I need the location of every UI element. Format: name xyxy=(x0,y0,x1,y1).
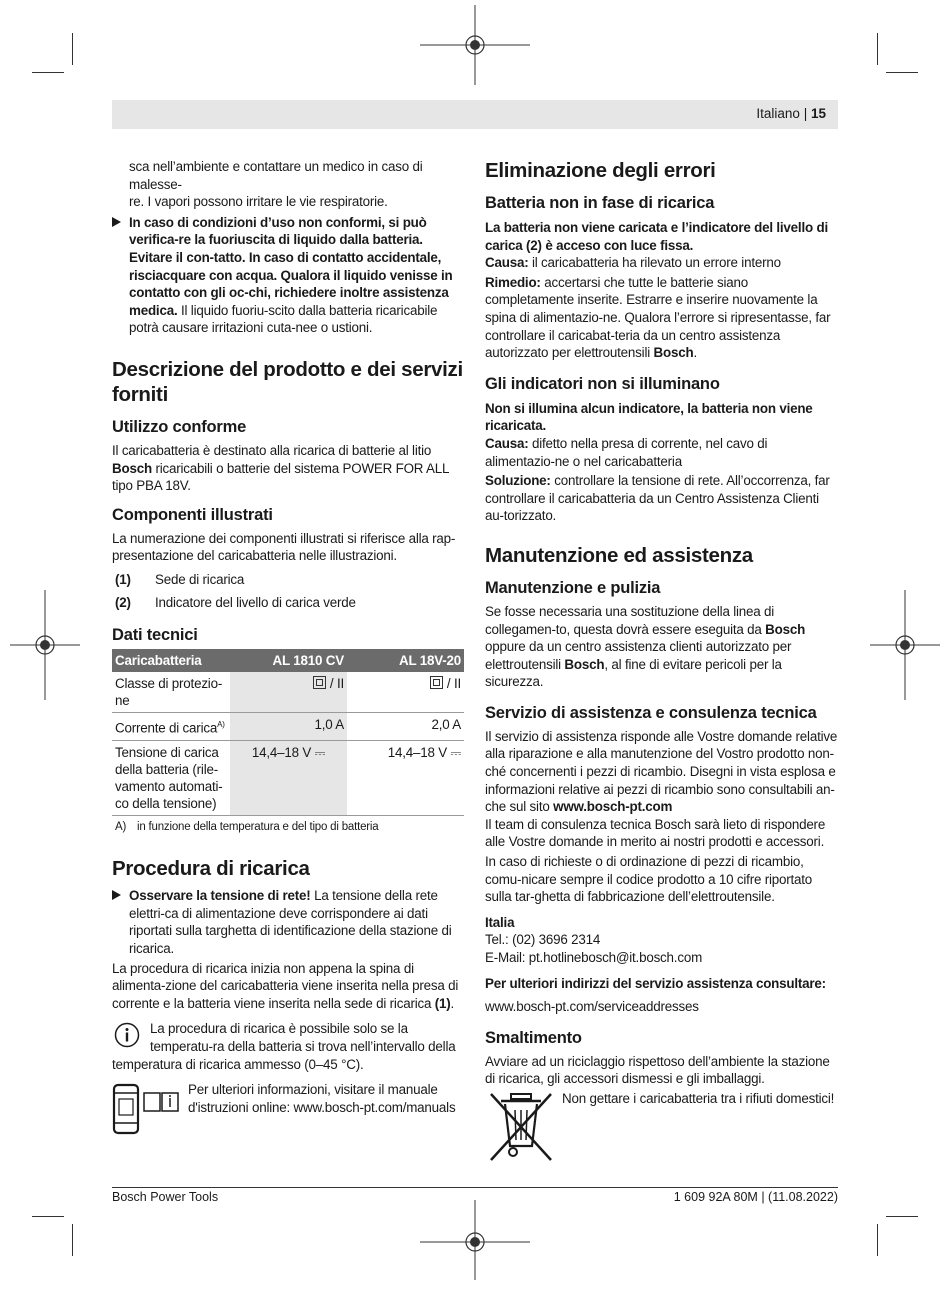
table-cell: / II xyxy=(230,672,347,713)
info-note xyxy=(112,1020,464,1073)
list-item xyxy=(112,594,464,612)
manual-phone-icon xyxy=(112,1081,182,1137)
section-title-maintenance: Manutenzione ed assistenza xyxy=(485,543,753,567)
table-cell: 14,4–18 V ⎓ xyxy=(230,740,347,815)
right-column xyxy=(485,158,838,1166)
component-number: (1) xyxy=(115,571,131,587)
table-cell: 14,4–18 V ⎓ xyxy=(347,740,464,815)
telephone: Tel.: (02) 3696 2314 xyxy=(485,932,601,948)
section-title-description: Descrizione del prodotto e dei servizi forniti xyxy=(112,357,463,406)
table-cell: 2,0 A xyxy=(347,713,464,740)
subsection-title-cleaning: Manutenzione e pulizia xyxy=(485,578,661,597)
not-charging-cause: Causa: il caricabatteria ha rilevato un errore interno xyxy=(485,255,781,271)
left-column xyxy=(112,158,464,1137)
table-row xyxy=(112,672,464,713)
more-addresses-link[interactable]: www.bosch-pt.com/serviceaddresses xyxy=(485,999,699,1015)
intro-line: re. I vapori possono irritare le vie respiratorie. xyxy=(129,194,388,210)
section-title-errors: Eliminazione degli errori xyxy=(485,159,716,182)
page-header xyxy=(112,100,838,129)
voltage-text: La tensione della rete elettri-ca di alimentazione deve corrispondere ai dati riportati sulla targhetta di identificazione della stazione di ricarica. xyxy=(129,888,452,956)
table-header: Caricabatteria xyxy=(112,649,230,672)
registration-mark-icon xyxy=(870,590,940,700)
component-label: Sede di ricarica xyxy=(155,571,245,587)
charging-text: La procedura di ricarica inizia non appena la spina di alimenta-zione del caricabatteria viene inserita nella presa di corrente e la batteria viene inserita nella sede di ricarica (1). xyxy=(112,960,459,1011)
table-header-row xyxy=(112,649,464,672)
crop-mark xyxy=(72,33,73,65)
no-led-solution: Soluzione: controllare la tensione di rete. All’occorrenza, far controllare il caricabatteria da un Centro Assistenza Clienti au-torizzato. xyxy=(485,473,830,524)
disposal-text: Avviare ad un riciclaggio rispettoso dell’ambiente la stazione di ricarica, gli accessori dismessi e gli imballaggi. xyxy=(485,1053,830,1087)
voltage-bold: Osservare la tensione di rete! xyxy=(129,888,311,904)
crop-mark xyxy=(72,1224,73,1256)
subsection-title-service: Servizio di assistenza e consulenza tecnica xyxy=(485,703,817,722)
registration-mark-icon xyxy=(10,590,80,700)
subsection-title-not-charging: Batteria non in fase di ricarica xyxy=(485,194,715,212)
intro-line: sca nell’ambiente e contattare un medico in caso di malesse- xyxy=(129,159,423,192)
info-text: La procedura di ricarica è possibile solo se la temperatu-ra della batteria si trova nell’intervallo della temperatura di ricarica ammesso (0–45 °C). xyxy=(112,1021,456,1072)
dc-symbol-icon: ⎓ xyxy=(314,744,326,760)
service-team-text: Il team di consulenza tecnica Bosch sarà lieto di rispondere alle Vostre domande in merito ai nostri prodotti e accessori. xyxy=(485,816,826,850)
registration-mark-icon xyxy=(420,5,530,85)
no-led-symptom: Non si illumina alcun indicatore, la batteria non viene ricaricata. xyxy=(485,400,813,434)
no-led-cause: Causa: difetto nella presa di corrente, nel cavo di alimentazio-ne o nel caricabatteria xyxy=(485,435,768,469)
table-header: AL 18V-20 xyxy=(347,649,464,672)
components-list xyxy=(112,571,464,611)
dc-symbol-icon: ⎓ xyxy=(450,744,461,760)
subsection-title-no-led: Gli indicatori non si illuminano xyxy=(485,374,720,393)
service-link[interactable]: www.bosch-pt.com xyxy=(553,799,673,815)
header-language: Italiano xyxy=(756,106,800,121)
table-cell: Corrente di carica$^{A)}$ xyxy=(112,713,230,740)
protection-class-icon xyxy=(430,676,443,689)
weee-text: Non gettare i caricabatteria tra i rifiuti domestici! xyxy=(562,1090,835,1106)
subsection-title-components: Componenti illustrati xyxy=(112,505,273,524)
email[interactable]: E-Mail: pt.hotlinebosch@it.bosch.com xyxy=(485,950,703,965)
component-number: (2) xyxy=(115,594,131,610)
info-icon xyxy=(114,1022,140,1048)
footer-publisher: Bosch Power Tools xyxy=(112,1190,219,1204)
weee-row xyxy=(485,1090,838,1166)
more-addresses-label: Per ulteriori indirizzi del servizio assistenza consultare: xyxy=(485,975,826,991)
subsection-title-tech: Dati tecnici xyxy=(112,626,198,645)
registration-mark-icon xyxy=(420,1200,530,1280)
section-title-charging: Procedura di ricarica xyxy=(112,857,310,881)
subsection-title-use: Utilizzo conforme xyxy=(112,417,247,436)
crop-mark xyxy=(886,1216,918,1217)
page-number: 15 xyxy=(810,106,826,121)
cleaning-text: Se fosse necessaria una sostituzione della linea di collegamen-to, questa dovrà essere eseguita da Bosch oppure da un centro assistenza clienti autorizzato per elettroutensili Bosch, al fine di evitare pericoli per la sicurezza. xyxy=(485,603,806,690)
bullet-triangle-icon xyxy=(112,217,121,227)
manual-note xyxy=(112,1081,464,1116)
warning-bold: In caso di condizioni d’uso non conformi, si può verifica-re la fuoriuscita di liquido dalla batteria. Evitare il con-tatto. In caso di contatto accidentale, risciacquare con acqua. Qualora il liquido venisse in contatto con gli oc-chi, richiedere inoltre assistenza medica. xyxy=(129,214,453,318)
voltage-bullet xyxy=(112,887,464,957)
warning-bullet xyxy=(112,214,464,337)
list-item xyxy=(112,571,464,589)
crop-mark xyxy=(877,1224,878,1256)
table-cell: Classe di protezio-ne xyxy=(112,672,230,713)
crop-mark xyxy=(32,1216,64,1217)
country-label: Italia xyxy=(485,914,515,930)
manual-text: Per ulteriori informazioni, visitare il manuale d'istruzioni online: www.bosch-pt.com/manuals xyxy=(188,1082,456,1115)
footer-divider xyxy=(112,1187,838,1188)
not-charging-remedy: Rimedio: accertarsi che tutte le batterie siano completamente inserite. Estrarre e inserire nuovamente la spina di alimentazio-ne. Qualora l’errore si ripresentasse, far controllare il caricabat-teria da un centro assistenza autorizzato per elettroutensili Bosch. xyxy=(485,274,831,361)
table-header: AL 1810 CV xyxy=(230,649,347,672)
service-text: Il servizio di assistenza risponde alle Vostre domande relative alla riparazione e alla manutenzione del Vostro prodotto non-ché concernenti i pezzi di ricambio. Disegni in vista esplosa e informazioni relative ai pezzi di ricambio sono consultabili an-che sul sito www.bosch-pt.com xyxy=(485,728,838,815)
table-cell: / II xyxy=(347,672,464,713)
subsection-title-disposal: Smaltimento xyxy=(485,1028,582,1047)
service-code-text: In caso di richieste o di ordinazione di pezzi di ricambio, comu-nicare sempre il codice prodotto a 10 cifre riportato sulla tar-ghetta di fabbricazione dell’elettroutensile. xyxy=(485,854,813,905)
table-cell: Tensione di carica della batteria (rile-vamento automati-co della tensione) xyxy=(112,740,230,815)
crop-mark xyxy=(886,72,918,73)
tech-data-table xyxy=(112,649,464,815)
component-label: Indicatore del livello di carica verde xyxy=(155,594,356,610)
use-text: Il caricabatteria è destinato alla ricarica di batterie al litio Bosch ricaricabili o batterie del sistema POWER FOR ALL tipo PBA 18V. xyxy=(112,442,449,494)
crossed-bin-icon xyxy=(485,1090,557,1164)
warning-text: Il liquido fuoriu-scito dalla batteria ricaricabile potrà causare irritazioni cuta-nee o ustioni. xyxy=(129,302,438,336)
header-text: Italiano | 15 xyxy=(756,106,826,121)
bullet-triangle-icon xyxy=(112,890,121,900)
protection-class-icon xyxy=(313,676,326,689)
crop-mark xyxy=(877,33,878,65)
not-charging-symptom: La batteria non viene caricata e l’indicatore del livello di carica (2) è acceso con luce fissa. xyxy=(485,220,828,253)
table-row xyxy=(112,713,464,740)
intro-text xyxy=(112,158,464,211)
footer-document-code: 1 609 92A 80M | (11.08.2022) xyxy=(673,1190,838,1204)
crop-mark xyxy=(32,72,64,73)
table-row xyxy=(112,740,464,815)
table-cell: 1,0 A xyxy=(230,713,347,740)
table-footnote: A) in funzione della temperatura e del tipo di batteria xyxy=(115,820,379,833)
components-text: La numerazione dei componenti illustrati si riferisce alla rap-presentazione del caricabatteria nelle illustrazioni. xyxy=(112,530,456,564)
